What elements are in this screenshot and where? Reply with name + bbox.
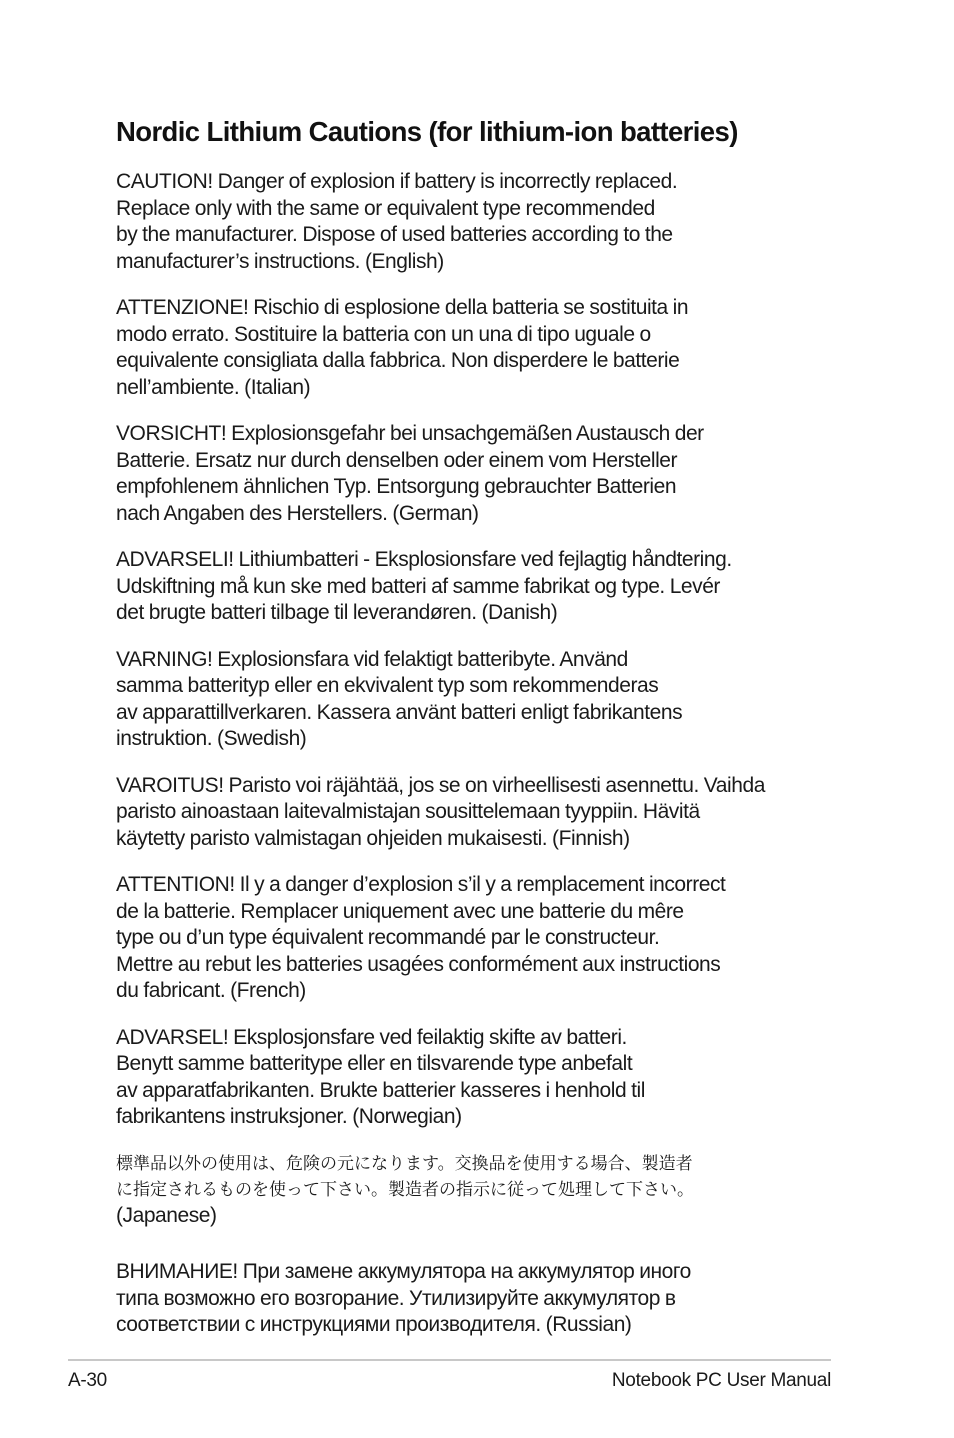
text-line: du fabricant. (French) [116, 979, 306, 1002]
text-line: samma batterityp eller en ekvivalent typ som rekommenderas [116, 674, 659, 697]
manual-title: Notebook PC User Manual [611, 1370, 831, 1391]
text-line: equivalente consigliata dalla fabbrica. Non disperdere le batterie [116, 349, 680, 372]
text-line: nach Angaben des Herstellers. (German) [116, 501, 479, 525]
text-line: ADVARSEL! Eksplosjonsfare ved feilaktig skifte av batteri. [116, 1025, 627, 1049]
text-line: fabrikantens instruksjoner. (Norwegian) [116, 1105, 462, 1128]
caution-finnish [116, 773, 846, 853]
caution-swedish [116, 647, 846, 753]
text-line: Udskiftning må kun ske med batteri af samme fabrikat og type. Levér [116, 574, 720, 598]
text-line: соответствии с инструкциями производителя. (Russian) [116, 1313, 632, 1336]
text-line: VARNING! Explosionsfara vid felaktigt batteribyte. Använd [116, 647, 628, 671]
text-line: Replace only with the same or equivalent type recommended [116, 196, 655, 220]
text-line: av apparatfabrikanten. Brukte batterier kasseres i henhold til [116, 1078, 645, 1102]
page-number: A-30 [68, 1370, 107, 1391]
text-line: käytetty paristo valmistagan ohjeiden mukaisesti. (Finnish) [116, 826, 630, 850]
language-label: (Japanese) [116, 1203, 217, 1227]
text-line: に指定されるものを使って下さい。製造者の指示に従って処理して下さい。 [116, 1179, 694, 1200]
text-line: ADVARSELI! Lithiumbatteri - Eksplosionsfare ved fejlagtig håndtering. [116, 548, 732, 571]
caution-japanese [116, 1151, 846, 1230]
footer-divider [68, 1359, 831, 1361]
text-line: Mettre au rebut les batteries usagées conformément aux instructions [116, 952, 721, 976]
text-line: modo errato. Sostituire la batteria con un una di tipo uguale o [116, 322, 651, 346]
text-line: 標準品以外の使用は、危険の元になります。交換品を使用する場合、製造者 [116, 1153, 693, 1174]
text-line: ВНИМАНИЕ! При замене аккумулятора на аккумулятор иного [116, 1260, 691, 1283]
text-line: Batterie. Ersatz nur durch denselben oder einem vom Hersteller [116, 448, 678, 472]
caution-italian [116, 295, 846, 401]
caution-english [116, 169, 846, 275]
text-line: by the manufacturer. Dispose of used batteries according to the [116, 223, 673, 246]
text-line: типа возможно его возгорание. Утилизируйте аккумулятор в [116, 1286, 676, 1310]
caution-norwegian [116, 1025, 846, 1131]
text-line: nell’ambiente. (Italian) [116, 375, 311, 399]
cautions-body [116, 169, 846, 1359]
section-heading: Nordic Lithium Cautions (for lithium-ion batteries) [116, 116, 738, 147]
caution-danish [116, 547, 846, 627]
text-line: paristo ainoastaan laitevalmistajan sousittelemaan tyyppiin. Hävitä [116, 800, 700, 823]
text-line: det brugte batteri tilbage til leverandøren. (Danish) [116, 601, 558, 624]
text-line: manufacturer’s instructions. (English) [116, 249, 444, 273]
text-line: instruktion. (Swedish) [116, 727, 307, 750]
text-line: empfohlenem ähnlichen Typ. Entsorgung gebrauchter Batterien [116, 475, 677, 498]
caution-russian [116, 1259, 846, 1339]
text-line: av apparattillverkaren. Kassera använt batteri enligt fabrikantens [116, 700, 683, 724]
caution-german [116, 421, 846, 527]
text-line: CAUTION! Danger of explosion if battery is incorrectly replaced. [116, 170, 678, 193]
text-line: type ou d’un type équivalent recommandé par le constructeur. [116, 926, 660, 949]
text-line: ATTENTION! Il y a danger d’explosion s’il y a remplacement incorrect [116, 873, 726, 896]
text-line: Benytt samme batteritype eller en tilsvarende type anbefalt [116, 1052, 633, 1075]
text-line: de la batterie. Remplacer uniquement avec une batterie du mêre [116, 899, 684, 923]
text-line: VAROITUS! Paristo voi räjähtää, jos se on virheellisesti asennettu. Vaihda [116, 773, 765, 797]
caution-french [116, 872, 846, 1005]
text-line: ATTENZIONE! Rischio di esplosione della batteria se sostituita in [116, 296, 689, 319]
text-line: VORSICHT! Explosionsgefahr bei unsachgemäßen Austausch der [116, 422, 704, 445]
